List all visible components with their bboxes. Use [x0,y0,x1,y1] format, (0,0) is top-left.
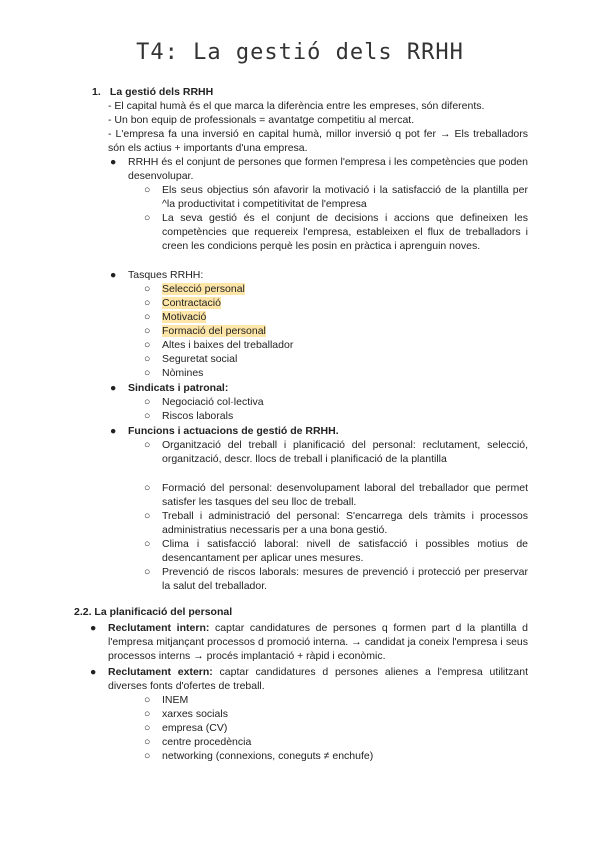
list-item-unions: ● Sindicats i patronal: [110,382,229,394]
bullet-circle-icon: ○ [144,184,151,196]
list-item-task: ○ Seguretat social [144,353,238,365]
bullet-circle-icon: ○ [144,339,151,351]
highlighted-text: Contractació [162,297,221,309]
list-item-objectives: ○ Els seus objectius són afavorir la motivació i la satisfacció de la plantilla per ^la productivitat i competitivitat de l'empresa [144,184,528,211]
list-item-task: ○ Nòmines [144,367,204,379]
bullet-dot-icon: ● [110,156,117,168]
bullet-circle-icon: ○ [144,736,151,748]
bullet-circle-icon: ○ [144,410,151,422]
list-item-source: ○ networking (connexions, coneguts ≠ enchufe) [144,750,374,762]
section-1-number: 1. [92,86,101,98]
term-label: Reclutament intern: [108,622,210,634]
bullet-circle-icon: ○ [144,750,151,762]
list-item-source: ○ centre procedència [144,736,252,748]
bullet-circle-icon: ○ [144,708,151,720]
bullet-circle-icon: ○ [144,325,151,337]
list-item-task: ○ Altes i baixes del treballador [144,339,294,351]
bullet-dot-icon: ● [110,425,117,437]
page-title: T4: La gestió dels RRHH [136,40,464,65]
section-1-title: La gestió dels RRHH [109,86,214,98]
bullet-circle-icon: ○ [144,694,151,706]
bullet-circle-icon: ○ [144,297,151,309]
list-item-function: ○ Prevenció de riscos laborals: mesures de prevenció i protecció per preservar la salut del treballador. [144,566,528,593]
list-item-union-topic: ○ Riscos laborals [144,410,234,422]
bullet-circle-icon: ○ [144,283,151,295]
list-item-management: ○ La seva gestió és el conjunt de decisions i accions que defineixen les competències que requereix l'empresa, estableixen el flux de treballadors i creen les condicions perquè les posin en pràctica i aprenguin noves. [144,212,528,253]
bullet-circle-icon: ○ [144,311,151,323]
bullet-dot-icon: ● [110,382,117,394]
bullet-circle-icon: ○ [144,212,151,224]
list-item-external-recruitment: ● Reclutament extern: captar candidatures d persones alienes a l'empresa utilitzant diverses fonts d'ofertes de treball. [90,666,529,693]
bullet-circle-icon: ○ [144,510,151,522]
list-item-task [144,296,528,310]
list-item-task [144,282,528,296]
intro-line-2: - Un bon equip de professionals = avantatge competitiu al mercat. [108,114,415,126]
list-item-function: ○ Treball i administració del personal: S'encarrega dels tràmits i processos administratius necessaris per a una bona gestió. [144,510,528,537]
list-item-task [144,324,528,338]
bullet-circle-icon: ○ [144,439,151,451]
bullet-circle-icon: ○ [144,353,151,365]
bullet-circle-icon: ○ [144,566,151,578]
highlighted-text: Motivació [162,311,207,323]
intro-line-1: - El capital humà és el que marca la diferència entre les empreses, són diferents. [108,100,485,112]
list-item-function: ○ Formació del personal: desenvolupament laboral del treballador que permet satisfer les tasques del seu lloc de treball. [144,482,528,509]
bullet-circle-icon: ○ [144,722,151,734]
list-item-function: ○ Organització del treball i planificació del personal: reclutament, selecció, organització, descr. llocs de treball i planificació de la plantilla [144,439,528,466]
bullet-dot-icon: ● [110,269,117,281]
intro-line-3: - L'empresa fa una inversió en capital humà, millor inversió q pot fer → Els treballadors són els actius + importants d'una empresa. [108,128,528,155]
section-2-heading: 2.2. La planificació del personal [74,606,233,618]
list-item-function: ○ Clima i satisfacció laboral: nivell de satisfacció i possibles motius de desencantament per aplicar unes mesures. [144,538,528,565]
bullet-circle-icon: ○ [144,538,151,550]
list-item-internal-recruitment: ● Reclutament intern: captar candidatures de persones q formen part d la plantilla d l'empresa mitjançant processos d promoció interna. → candidat ja coneix l'empresa i seus processos interns → procés implantació + ràpid i econòmic. [90,622,528,663]
bullet-circle-icon: ○ [144,482,151,494]
list-item-rrhh-definition: ● RRHH és el conjunt de persones que formen l'empresa i les competències que poden desenvolupar. [110,156,528,183]
bullet-dot-icon: ● [90,622,97,634]
list-item-source: ○ xarxes socials [144,708,228,720]
highlighted-text: Formació del personal [162,325,266,337]
list-item-task [144,310,528,324]
bullet-dot-icon: ● [90,666,97,678]
bullet-circle-icon: ○ [144,367,151,379]
highlighted-text: Selecció personal [162,283,245,295]
term-label: Reclutament extern: [108,666,213,678]
list-item-source: ○ empresa (CV) [144,722,228,734]
bullet-circle-icon: ○ [144,396,151,408]
list-item-union-topic: ○ Negociació col·lectiva [144,396,264,408]
list-item-source: ○ INEM [144,694,189,706]
section-1-heading [92,86,213,98]
list-item-functions: ● Funcions i actuacions de gestió de RRHH. [110,425,339,437]
list-item-tasks: ● Tasques RRHH: [110,269,204,281]
